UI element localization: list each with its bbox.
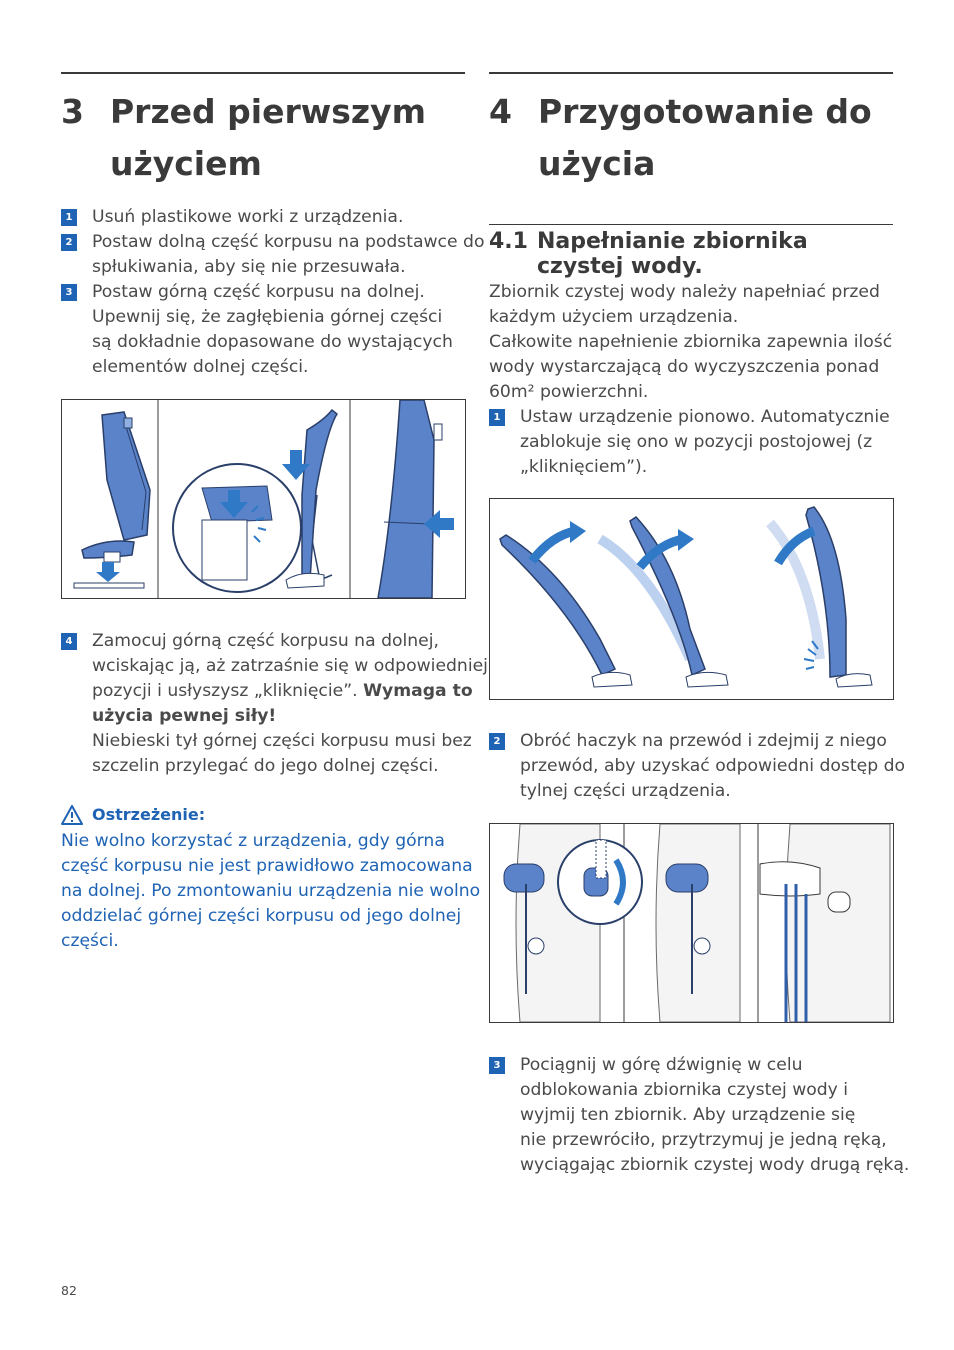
warning-title: Ostrzeżenie: [92,805,206,824]
step-4-1-2 [489,729,905,804]
step-2 [61,230,485,280]
step-text: odblokowania zbiornika czystej wody i [520,1080,849,1100]
subsection-4-1-heading [489,229,893,279]
warning-box [61,802,481,952]
intro-line: wody wystarczającą do wyczyszczenia ponad [489,357,880,377]
step-text: Postaw dolną część korpusu na podstawce do [92,232,485,252]
assembly-illustration-svg [62,400,465,598]
upright-illustration-svg [490,499,893,699]
section-number: 3 [61,92,84,131]
click-burst-icon [804,641,818,669]
intro-line: każdym użyciem urządzenia. [489,307,739,327]
step-number-badge: 3 [489,1057,505,1074]
step-text: nie przewróciło, przytrzymuj je jedną ręką, [520,1130,887,1150]
warning-line: oddzielać górnej części korpusu od jego dolnej [61,906,462,926]
page-number: 82 [61,1283,77,1298]
warning-line: część korpusu nie jest prawidłowo zamocowana [61,856,473,876]
warning-text [61,829,481,954]
step-text: Usuń plastikowe worki z urządzenia. [92,207,404,227]
warning-line: na dolnej. Po zmontowaniu urządzenia nie wolno [61,881,481,901]
intro-line: Całkowite napełnienie zbiornika zapewnia ilość [489,332,893,352]
upright-illustration [489,498,894,700]
step-text-line [92,679,472,704]
section-4-heading [489,86,893,190]
section-title-line1: Przygotowanie do [538,92,872,131]
step-text: przewód, aby uzyskać odpowiedni dostęp do [520,756,905,776]
cord-hook-illustration [489,823,894,1023]
left-top-rule [61,72,465,74]
step-text-line [92,704,472,729]
arrow-head-icon [570,521,586,543]
mount-detail-shape [173,410,337,592]
step-text: Ustaw urządzenie pionowo. Automatycznie [520,407,890,427]
section-title-line2: użycia [538,144,656,183]
step-text: Obróć haczyk na przewód i zdejmij z niego [520,731,887,751]
step-text: Upewnij się, że zagłębienia górnej części [92,307,443,327]
section-number: 4 [489,92,512,131]
step-text: szczelin przylegać do jego dolnej części. [92,756,439,776]
warning-line: części. [61,931,119,951]
section-3-heading [61,86,465,190]
cord-hook-illustration-svg [490,824,893,1022]
warning-triangle-icon [61,805,83,825]
step-text: „kliknięciem”). [520,457,648,477]
intro-line: Zbiornik czystej wody należy napełniać przed [489,282,880,302]
step-text: tylnej części urządzenia. [520,781,731,801]
upper-body-shape [74,412,150,588]
step-text: wciskając ją, aż zatrzaśnie się w odpowiedniej [92,656,488,676]
subsection-title-line2: czystej wody. [537,254,703,279]
subsection-rule [489,224,893,225]
step-emphasis: Wymaga to [363,681,473,701]
step-number-badge: 2 [489,733,505,750]
step-text: spłukiwania, aby się nie przesuwała. [92,257,406,277]
cord-hook-panel-3 [760,824,890,1022]
step-number-badge: 4 [61,633,77,650]
step-4 [61,629,488,779]
step-emphasis: użycia pewnej siły! [92,706,277,726]
step-4-1-1 [489,405,893,480]
step-text: Pociągnij w górę dźwignię w celu [520,1055,803,1075]
subsection-title-line1: Napełnianie zbiornika [537,229,808,254]
cord-hook-panel-2 [656,824,740,1022]
step-text: Postaw górną część korpusu na dolnej. [92,282,425,302]
right-top-rule [489,72,893,74]
section-title-line2: użyciem [110,144,262,183]
assembly-illustration [61,399,466,599]
intro-line: 60m² powierzchni. [489,382,649,402]
rotate-arrow-icon [532,531,576,561]
appliance-upright-shape [770,507,872,687]
upper-body-closeup-shape [378,400,442,598]
step-text: pozycji i usłyszysz „kliknięcie”. [92,681,364,701]
section-title-line1: Przed pierwszym [110,92,426,131]
subsection-number: 4.1 [489,229,528,254]
cord-hook-zoom [558,840,642,924]
arrow-down-icon [96,562,120,582]
intro-paragraph [489,280,893,405]
step-text: zablokuje się ono w pozycji postojowej (z [520,432,873,452]
warning-line: Nie wolno korzystać z urządzenia, gdy górna [61,831,445,851]
step-text: elementów dolnej części. [92,357,309,377]
step-number-badge: 2 [61,234,77,251]
step-number-badge: 1 [489,409,505,426]
arrow-head-icon [678,529,694,551]
step-number-badge: 1 [61,209,77,226]
step-text: wyjmij ten zbiornik. Aby urządzenie się [520,1105,856,1125]
appliance-tilted-shape [500,535,632,687]
step-text: wyciągając zbiornik czystej wody drugą ręką. [520,1155,910,1175]
step-text: Niebieski tył górnej części korpusu musi bez [92,731,472,751]
step-text: są dokładnie dopasowane do wystających [92,332,453,352]
step-number-badge: 3 [61,284,77,301]
step-text: Zamocuj górną część korpusu na dolnej, [92,631,439,651]
step-4-1-3 [489,1053,910,1178]
step-3 [61,280,465,380]
step-1 [61,205,465,230]
